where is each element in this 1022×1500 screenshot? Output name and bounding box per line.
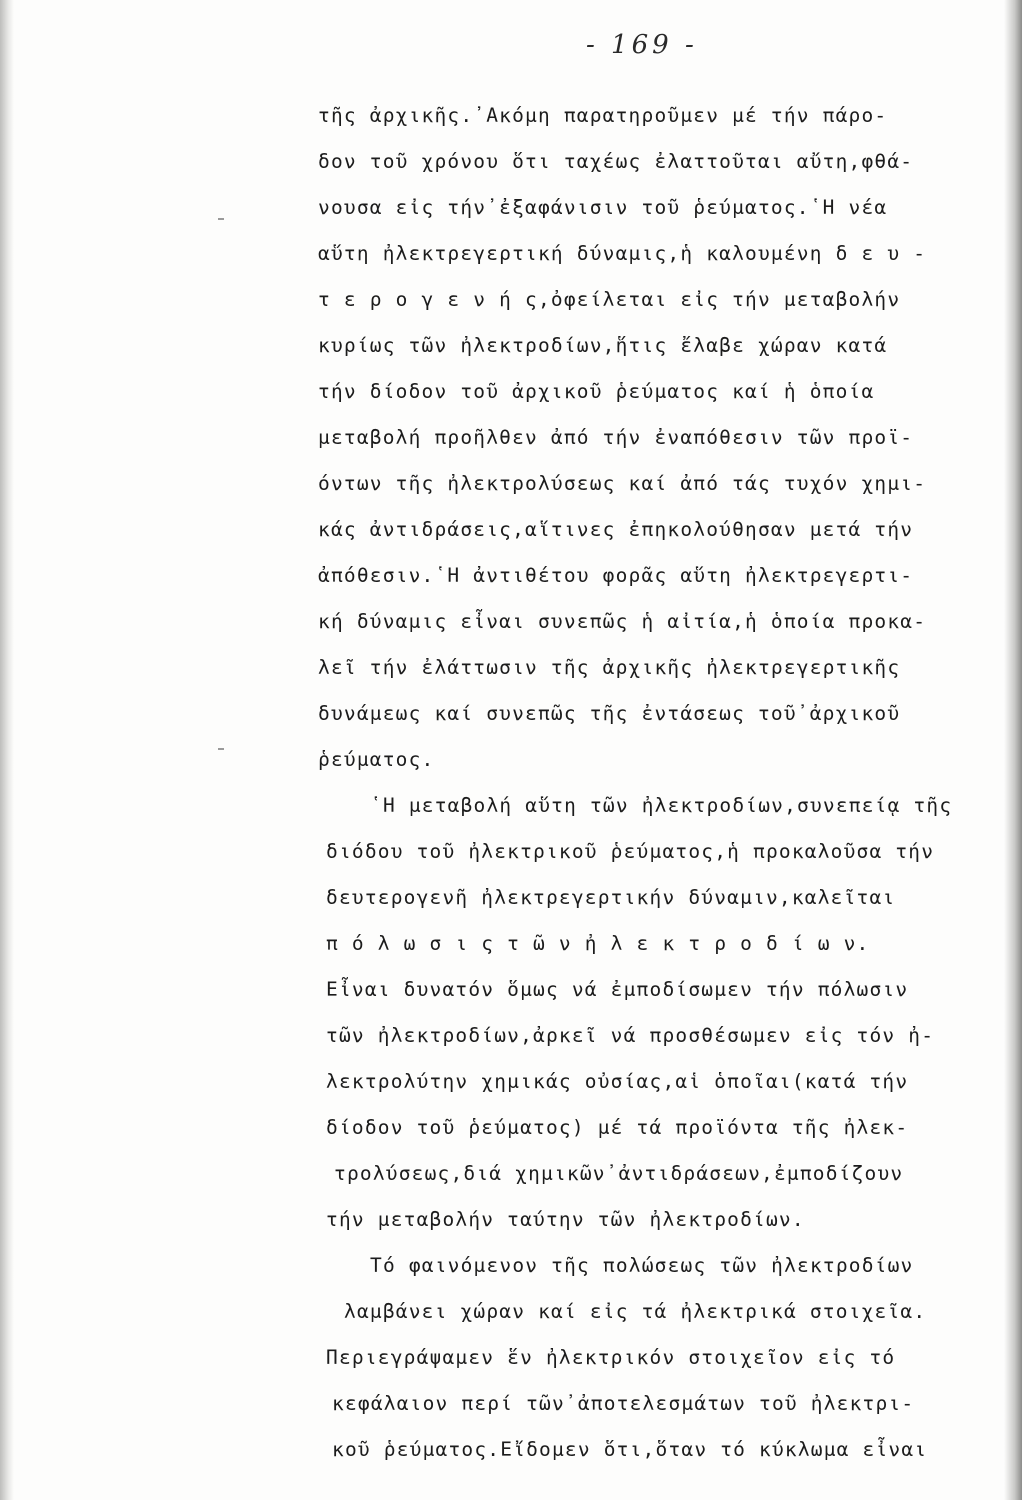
text-line: κυρίως τῶν ἠλεκτροδίων,ἥτις ἔλαβε χώραν κατά <box>318 334 888 357</box>
text-line: λεῖ τήν ἐλάττωσιν τῆς ἀρχικῆς ἠλεκτρεγερτικῆς <box>318 656 901 679</box>
text-line: π ό λ ω σ ι ς τ ῶ ν ἠ λ ε κ τ ρ ο δ ί ω ν. <box>326 932 870 955</box>
text-line: κοῦ ῥεύματος.Εἴδομεν ὅτι,ὅταν τό κύκλωμα εἶναι <box>332 1438 928 1461</box>
text-line: κή δύναμις εἶναι συνεπῶς ἡ αἰτία,ἡ ὁποία προκα- <box>318 610 927 633</box>
text-line: αὕτη ἠλεκτρεγερτική δύναμις,ἡ καλουμένη δ ε υ - <box>318 242 927 265</box>
text-line: ῾Η μεταβολή αὕτη τῶν ἠλεκτροδίων,συνεπείᾳ τῆς <box>370 794 953 817</box>
text-line: Τό φαινόμενον τῆς πολώσεως τῶν ἠλεκτροδίων <box>370 1254 914 1277</box>
text-line: κάς ἀντιδράσεις,αἵτινες ἐπηκολούθησαν μετά τήν <box>318 518 914 541</box>
text-line: τήν μεταβολήν ταύτην τῶν ἠλεκτροδίων. <box>326 1208 805 1231</box>
text-line: δυνάμεως καί συνεπῶς τῆς ἐντάσεως τοῦ᾿ἀρχικοῦ <box>318 702 901 725</box>
text-line: νουσα εἰς τήν᾿ἐξαφάνισιν τοῦ ῥεύματος.῾Η νέα <box>318 196 888 219</box>
text-line: τῆς ἀρχικῆς.᾿Ακόμη παρατηροῦμεν μέ τήν πάρο- <box>318 104 888 127</box>
text-line: τῶν ἠλεκτροδίων,ἀρκεῖ νά προσθέσωμεν εἰς τόν ἠ- <box>326 1024 935 1047</box>
text-line: τήν δίοδον τοῦ ἀρχικοῦ ῥεύματος καί ἡ ὁποία <box>318 380 875 403</box>
text-line: διόδου τοῦ ἠλεκτρικοῦ ῥεύματος,ἡ προκαλοῦσα τήν <box>326 840 935 863</box>
text-line: μεταβολή προῆλθεν ἀπό τήν ἐναπόθεσιν τῶν προϊ- <box>318 426 914 449</box>
text-line: ῥεύματος. <box>318 748 435 771</box>
text-line: λεκτρολύτην χημικάς οὐσίας,αἱ ὁποῖαι(κατά τήν <box>326 1070 909 1093</box>
text-line: λαμβάνει χώραν καί εἰς τά ἠλεκτρικά στοιχεῖα. <box>344 1300 927 1323</box>
text-line: δίοδον τοῦ ῥεύματος) μέ τά προϊόντα τῆς ἠλεκ- <box>326 1116 909 1139</box>
text-line: όντων τῆς ἠλεκτρολύσεως καί ἀπό τάς τυχόν χημι- <box>318 472 927 495</box>
text-line: τρολύσεως,διά χημικῶν᾿ἀντιδράσεων,ἐμποδίζουν <box>334 1162 904 1185</box>
text-line: δον τοῦ χρόνου ὅτι ταχέως ἐλαττοῦται αὔτη,φθά- <box>318 150 914 173</box>
text-line: δευτερογενῆ ἠλεκτρεγερτικήν δύναμιν,καλεῖται <box>326 886 896 909</box>
page-number: - 169 - <box>586 30 698 60</box>
text-line: ἀπόθεσιν.῾Η ἀντιθέτου φορᾶς αὕτη ἠλεκτρεγερτι- <box>318 564 914 587</box>
text-line: Εἶναι δυνατόν ὅμως νά ἐμποδίσωμεν τήν πόλωσιν <box>326 978 909 1001</box>
text-line: κεφάλαιον περί τῶν᾿ἀποτελεσμάτων τοῦ ἠλεκτρι- <box>332 1392 915 1415</box>
text-line: Περιεγράψαμεν ἕν ἠλεκτρικόν στοιχεῖον εἰς τό <box>326 1346 896 1369</box>
text-line: τ ε ρ ο γ ε ν ή ς,ὀφείλεται εἰς τήν μεταβολήν <box>318 288 901 311</box>
